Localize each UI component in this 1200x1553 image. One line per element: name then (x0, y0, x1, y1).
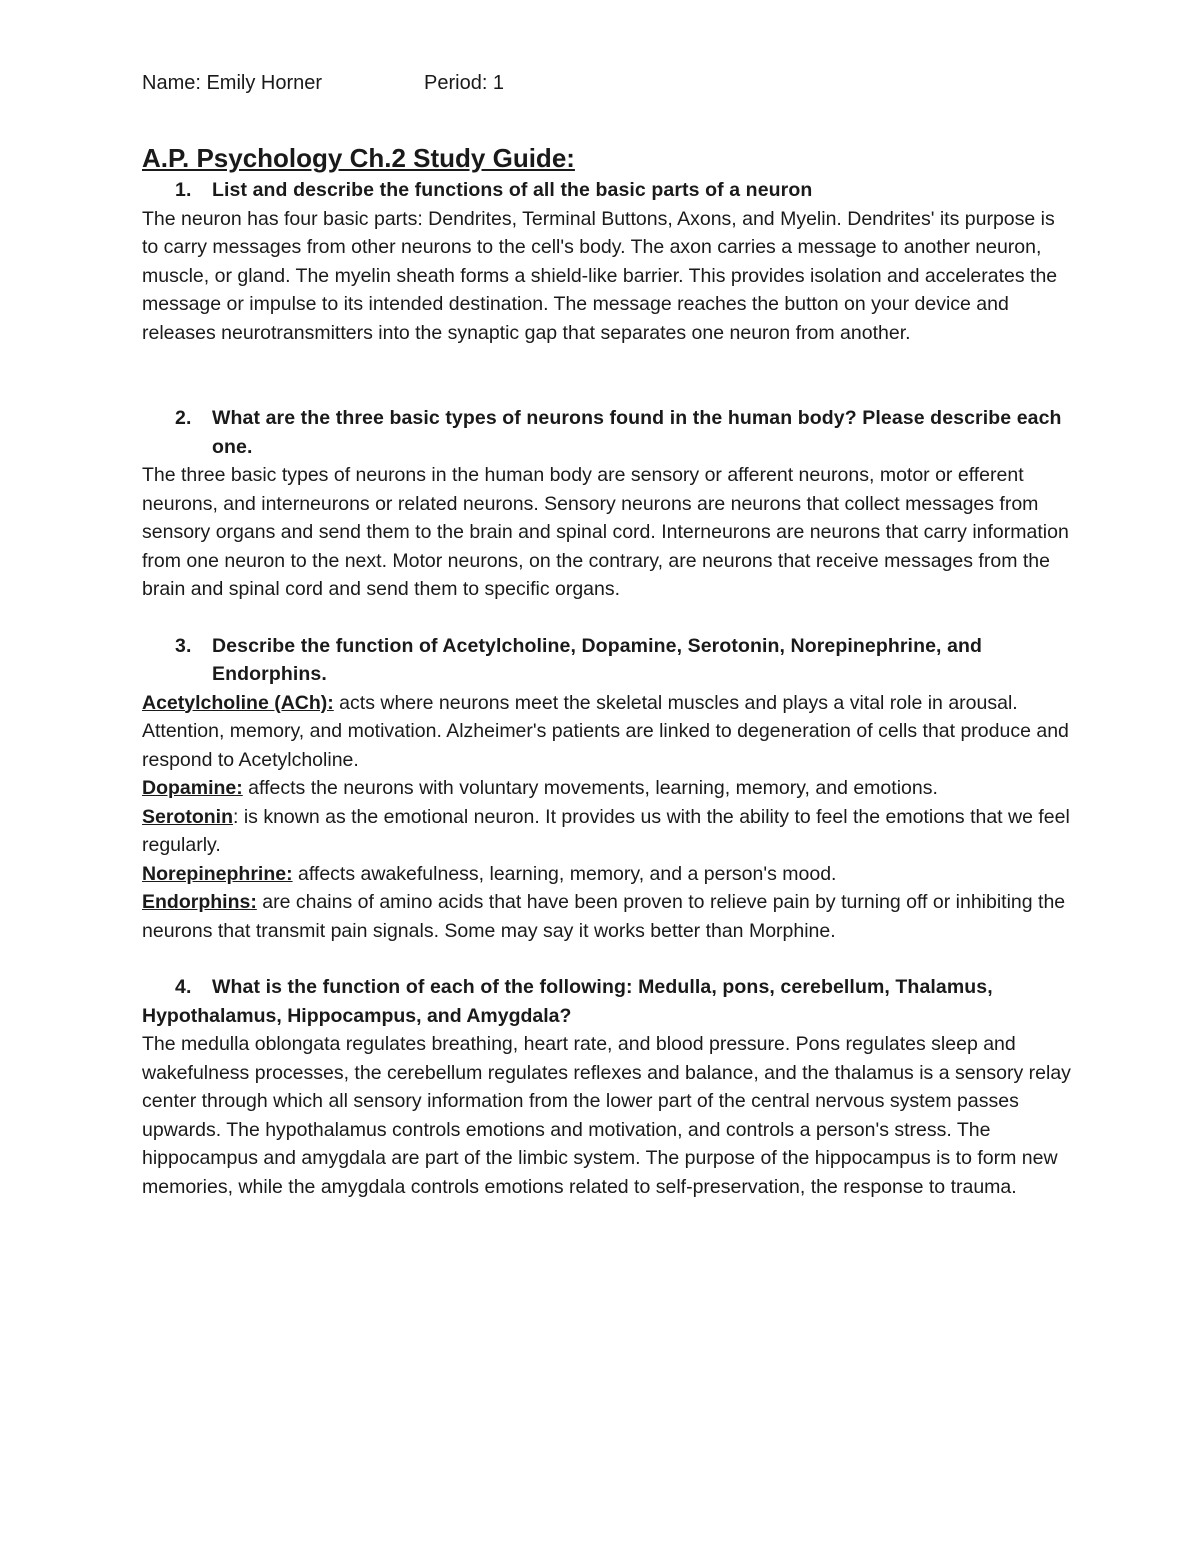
term-definition-endorphins (142, 888, 1072, 945)
term-definition-acetylcholine (142, 689, 1072, 775)
question-text: What is the function of each of the following: Medulla, pons, cerebellum, Thalamus, (212, 976, 993, 998)
question-1-answer: The neuron has four basic parts: Dendrites, Terminal Buttons, Axons, and Myelin. Dendrites' its purpose is to carry messages from other neurons to the cell's body. The axon carries a message to another neuron, muscle, or gland. The myelin sheath forms a shield-like barrier. This provides isolation and accelerates the message or impulse to its intended destination. The message reaches the button on your device and releases neurotransmitters into the synaptic gap that separates one neuron from another. (142, 207, 1058, 344)
term-definition-norepinephrine (142, 860, 1072, 889)
question-number: 1. (175, 179, 192, 201)
document-page (142, 68, 1072, 1201)
term-text: : is known as the emotional neuron. It provides us with the ability to feel the emotions that we feel regularly. (142, 805, 1070, 856)
term-label: Dopamine: (142, 777, 243, 799)
question-text: What are the three basic types of neurons found in the human body? Please describe each one. (212, 407, 1062, 458)
term-definition-dopamine (142, 774, 1072, 803)
term-label: Endorphins: (142, 891, 257, 913)
question-number: 4. (175, 976, 192, 998)
question-text: Describe the function of Acetylcholine, Dopamine, Serotonin, Norepinephrine, and Endorphins. (212, 634, 983, 685)
student-header (142, 68, 1072, 98)
term-text: affects the neurons with voluntary movements, learning, memory, and emotions. (242, 777, 938, 799)
term-definition-serotonin (142, 803, 1072, 860)
question-2-answer: The three basic types of neurons in the human body are sensory or afferent neurons, motor or efferent neurons, and interneurons or related neurons. Sensory neurons are neurons that collect messages from sensory organs and send them to the brain and spinal cord. Interneurons are neurons that carry information from one neuron to the next. Motor neurons, on the contrary, are neurons that receive messages from the brain and spinal cord and send them to specific organs. (142, 464, 1069, 600)
question-text: List and describe the functions of all the basic parts of a neuron (212, 179, 813, 201)
question-1-heading (142, 176, 1072, 205)
term-text: affects awakefulness, learning, memory, and a person's mood. (292, 862, 837, 885)
question-number: 3. (175, 634, 192, 657)
class-period: Period: 1 (424, 72, 505, 94)
document-title: A.P. Psychology Ch.2 Study Guide: (142, 143, 575, 173)
question-3-answer (142, 689, 1072, 946)
question-4-heading (142, 973, 1072, 1002)
question-number: 2. (175, 407, 192, 429)
term-label: Norepinephrine: (142, 862, 293, 885)
term-label: Serotonin (142, 805, 233, 828)
term-text: acts where neurons meet the skeletal muscles and plays a vital role in arousal. Attention, memory, and motivation. Alzheimer's patients are linked to degeneration of cells that produce and respond to Acetylcholine. (142, 691, 1069, 771)
term-label: Acetylcholine (ACh): (142, 691, 334, 714)
question-3-heading (142, 632, 1072, 689)
term-text: are chains of amino acids that have been proven to relieve pain by turning off or inhibiting the neurons that transmit pain signals. Some may say it works better than Morphine. (142, 891, 1066, 942)
question-4-answer: The medulla oblongata regulates breathing, heart rate, and blood pressure. Pons regulates sleep and wakefulness processes, the cerebellum regulates reflexes and balance, and the thalamus is a sensory relay center through which all sensory information from the lower part of the central nervous system passes upwards. The hypothalamus controls emotions and motivation, and controls a person's stress. The hippocampus and amygdala are part of the limbic system. The purpose of the hippocampus is to form new memories, while the amygdala controls emotions related to self-preservation, the response to trauma. (142, 1033, 1071, 1198)
question-4-heading-continued: Hypothalamus, Hippocampus, and Amygdala? (142, 1004, 572, 1027)
question-2-heading (142, 404, 1072, 461)
student-name: Name: Emily Horner (142, 72, 323, 94)
